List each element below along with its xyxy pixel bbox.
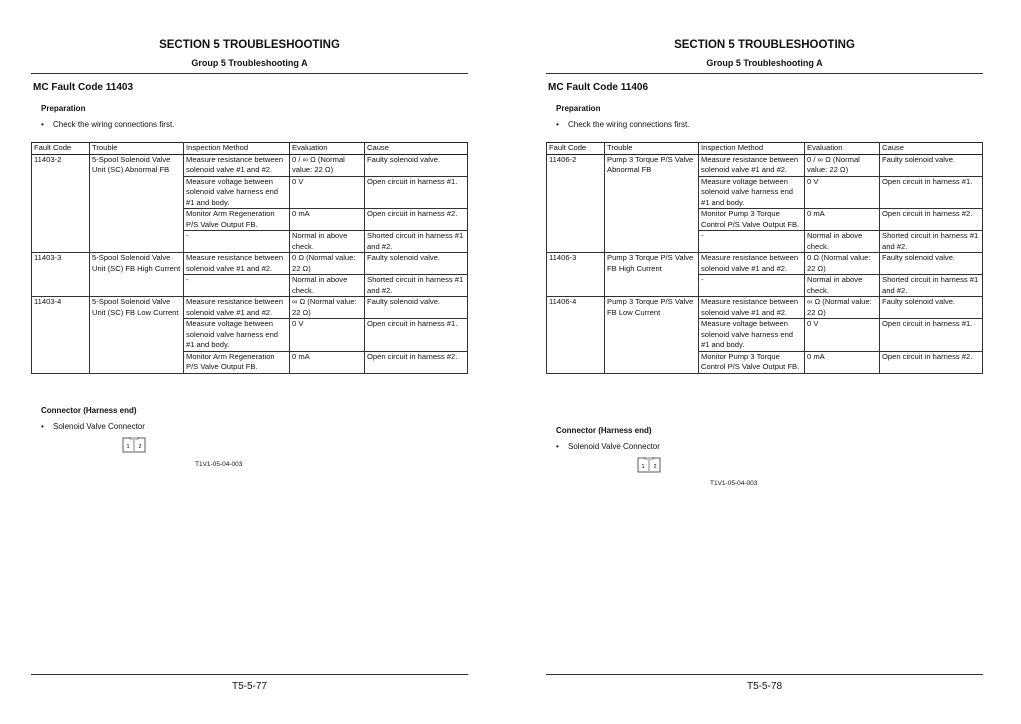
evaluation-cell: 0 V — [805, 176, 880, 209]
pin-1-label: 1 — [641, 464, 645, 470]
evaluation-cell: 0 V — [290, 319, 365, 352]
table-row — [547, 154, 983, 176]
cause-cell: Open circuit in harness #2. — [365, 351, 468, 373]
inspection-method-cell: Monitor Pump 3 Torque Control P/S Valve Output FB. — [699, 209, 805, 231]
page-number: T5-5-78 — [746, 681, 782, 692]
evaluation-cell: 0 mA — [290, 351, 365, 373]
header-trouble: Trouble — [605, 143, 699, 155]
evaluation-cell: 0 / ∞ Ω (Normal value: 22 Ω) — [805, 154, 880, 176]
evaluation-cell: ∞ Ω (Normal value: 22 Ω) — [805, 297, 880, 319]
inspection-method-cell: Measure voltage between solenoid valve harness end #1 and body. — [699, 319, 805, 352]
cause-cell: Shorted circuit in harness #1 and #2. — [880, 275, 983, 297]
cause-cell: Shorted circuit in harness #1 and #2. — [365, 231, 468, 253]
evaluation-cell: 0 Ω (Normal value: 22 Ω) — [290, 253, 365, 275]
header-cause: Cause — [880, 143, 983, 155]
inspection-method-cell: Monitor Arm Regeneration P/S Valve Output FB. — [184, 209, 290, 231]
footer-rule — [31, 674, 468, 675]
inspection-method-cell: - — [184, 231, 290, 253]
header-inspection-method: Inspection Method — [699, 143, 805, 155]
figure-id: T1V1-05-04-003 — [710, 480, 758, 487]
cause-cell: Open circuit in harness #1. — [365, 319, 468, 352]
trouble-cell: Pump 3 Torque P/S Valve FB High Current — [605, 253, 699, 297]
fault-code-cell: 11406-3 — [547, 253, 605, 297]
table-header-row — [32, 143, 468, 155]
inspection-method-cell: Monitor Arm Regeneration P/S Valve Output FB. — [184, 351, 290, 373]
inspection-method-cell: Measure voltage between solenoid valve harness end #1 and body. — [184, 319, 290, 352]
inspection-method-cell: Measure resistance between solenoid valve #1 and #2. — [699, 154, 805, 176]
table-row — [32, 253, 468, 275]
preparation-heading: Preparation — [41, 104, 86, 113]
page-left — [31, 0, 468, 724]
cause-cell: Faulty solenoid valve. — [880, 154, 983, 176]
cause-cell: Faulty solenoid valve. — [365, 154, 468, 176]
cause-cell: Open circuit in harness #2. — [880, 351, 983, 373]
cause-cell: Open circuit in harness #1. — [365, 176, 468, 209]
inspection-method-cell: Monitor Pump 3 Torque Control P/S Valve Output FB. — [699, 351, 805, 373]
evaluation-cell: 0 mA — [805, 209, 880, 231]
cause-cell: Open circuit in harness #2. — [880, 209, 983, 231]
trouble-cell: 5-Spool Solenoid Valve Unit (SC) FB Low Current — [90, 297, 184, 374]
trouble-cell: Pump 3 Torque P/S Valve FB Low Current — [605, 297, 699, 374]
connector-item — [41, 422, 145, 431]
cause-cell: Faulty solenoid valve. — [365, 253, 468, 275]
inspection-method-cell: Measure resistance between solenoid valve #1 and #2. — [184, 154, 290, 176]
inspection-method-cell: Measure voltage between solenoid valve harness end #1 and body. — [184, 176, 290, 209]
connector-diagram-icon — [637, 457, 661, 473]
table-header-row — [547, 143, 983, 155]
cause-cell: Shorted circuit in harness #1 and #2. — [365, 275, 468, 297]
section-title: SECTION 5 TROUBLESHOOTING — [159, 39, 340, 51]
cause-cell: Open circuit in harness #2. — [365, 209, 468, 231]
inspection-method-cell: Measure resistance between solenoid valve #1 and #2. — [699, 253, 805, 275]
cause-cell: Faulty solenoid valve. — [880, 253, 983, 275]
connector-diagram-icon — [122, 437, 146, 453]
fault-code-cell: 11403-3 — [32, 253, 90, 297]
connector-item — [556, 442, 660, 451]
evaluation-cell: 0 mA — [805, 351, 880, 373]
inspection-method-cell: - — [184, 275, 290, 297]
cause-cell: Faulty solenoid valve. — [880, 297, 983, 319]
table-row — [32, 154, 468, 176]
header-fault-code: Fault Code — [547, 143, 605, 155]
preparation-heading: Preparation — [556, 104, 601, 113]
evaluation-cell: Normal in above check. — [290, 275, 365, 297]
pin-2-label: 2 — [138, 444, 142, 450]
footer-rule — [546, 674, 983, 675]
group-title: Group 5 Troubleshooting A — [191, 58, 308, 68]
pin-1-label: 1 — [126, 444, 130, 450]
header-rule — [31, 73, 468, 74]
preparation-text: Check the wiring connections first. — [53, 120, 175, 129]
fault-code-title: MC Fault Code 11406 — [548, 82, 649, 93]
header-inspection-method: Inspection Method — [184, 143, 290, 155]
connector-heading: Connector (Harness end) — [556, 426, 652, 435]
evaluation-cell: Normal in above check. — [805, 275, 880, 297]
trouble-cell: 5-Spool Solenoid Valve Unit (SC) FB High Current — [90, 253, 184, 297]
inspection-method-cell: Measure resistance between solenoid valve #1 and #2. — [184, 297, 290, 319]
header-cause: Cause — [365, 143, 468, 155]
connector-heading: Connector (Harness end) — [41, 406, 137, 415]
evaluation-cell: 0 / ∞ Ω (Normal value: 22 Ω) — [290, 154, 365, 176]
cause-cell: Shorted circuit in harness #1 and #2. — [880, 231, 983, 253]
table-row — [32, 297, 468, 319]
inspection-method-cell: Measure resistance between solenoid valve #1 and #2. — [184, 253, 290, 275]
bullet: • — [41, 120, 44, 129]
header-trouble: Trouble — [90, 143, 184, 155]
cause-cell: Open circuit in harness #1. — [880, 176, 983, 209]
inspection-method-cell: Measure resistance between solenoid valve #1 and #2. — [699, 297, 805, 319]
inspection-method-cell: - — [699, 231, 805, 253]
trouble-cell: Pump 3 Torque P/S Valve Abnormal FB — [605, 154, 699, 253]
fault-code-cell: 11403-4 — [32, 297, 90, 374]
connector-text: Solenoid Valve Connector — [53, 422, 145, 431]
evaluation-cell: 0 mA — [290, 209, 365, 231]
fault-table — [546, 142, 983, 374]
group-title: Group 5 Troubleshooting A — [706, 58, 823, 68]
table-row — [547, 297, 983, 319]
figure-id: T1V1-05-04-003 — [195, 461, 243, 468]
fault-table — [31, 142, 468, 374]
bullet: • — [41, 422, 44, 431]
page-right — [546, 0, 983, 724]
inspection-method-cell: - — [699, 275, 805, 297]
evaluation-cell: 0 Ω (Normal value: 22 Ω) — [805, 253, 880, 275]
header-rule — [546, 73, 983, 74]
evaluation-cell: ∞ Ω (Normal value: 22 Ω) — [290, 297, 365, 319]
header-evaluation: Evaluation — [290, 143, 365, 155]
bullet: • — [556, 120, 559, 129]
page-number: T5-5-77 — [231, 681, 267, 692]
preparation-text: Check the wiring connections first. — [568, 120, 690, 129]
preparation-item — [41, 120, 174, 129]
section-title: SECTION 5 TROUBLESHOOTING — [674, 39, 855, 51]
table-row — [547, 253, 983, 275]
inspection-method-cell: Measure voltage between solenoid valve harness end #1 and body. — [699, 176, 805, 209]
trouble-cell: 5-Spool Solenoid Valve Unit (SC) Abnormal FB — [90, 154, 184, 253]
evaluation-cell: 0 V — [805, 319, 880, 352]
pin-2-label: 2 — [653, 464, 657, 470]
fault-code-cell: 11406-2 — [547, 154, 605, 253]
connector-text: Solenoid Valve Connector — [568, 442, 660, 451]
bullet: • — [556, 442, 559, 451]
cause-cell: Faulty solenoid valve. — [365, 297, 468, 319]
header-evaluation: Evaluation — [805, 143, 880, 155]
fault-code-cell: 11406-4 — [547, 297, 605, 374]
fault-code-cell: 11403-2 — [32, 154, 90, 253]
evaluation-cell: Normal in above check. — [290, 231, 365, 253]
header-fault-code: Fault Code — [32, 143, 90, 155]
evaluation-cell: 0 V — [290, 176, 365, 209]
evaluation-cell: Normal in above check. — [805, 231, 880, 253]
fault-code-title: MC Fault Code 11403 — [33, 82, 134, 93]
cause-cell: Open circuit in harness #1. — [880, 319, 983, 352]
preparation-item — [556, 120, 689, 129]
